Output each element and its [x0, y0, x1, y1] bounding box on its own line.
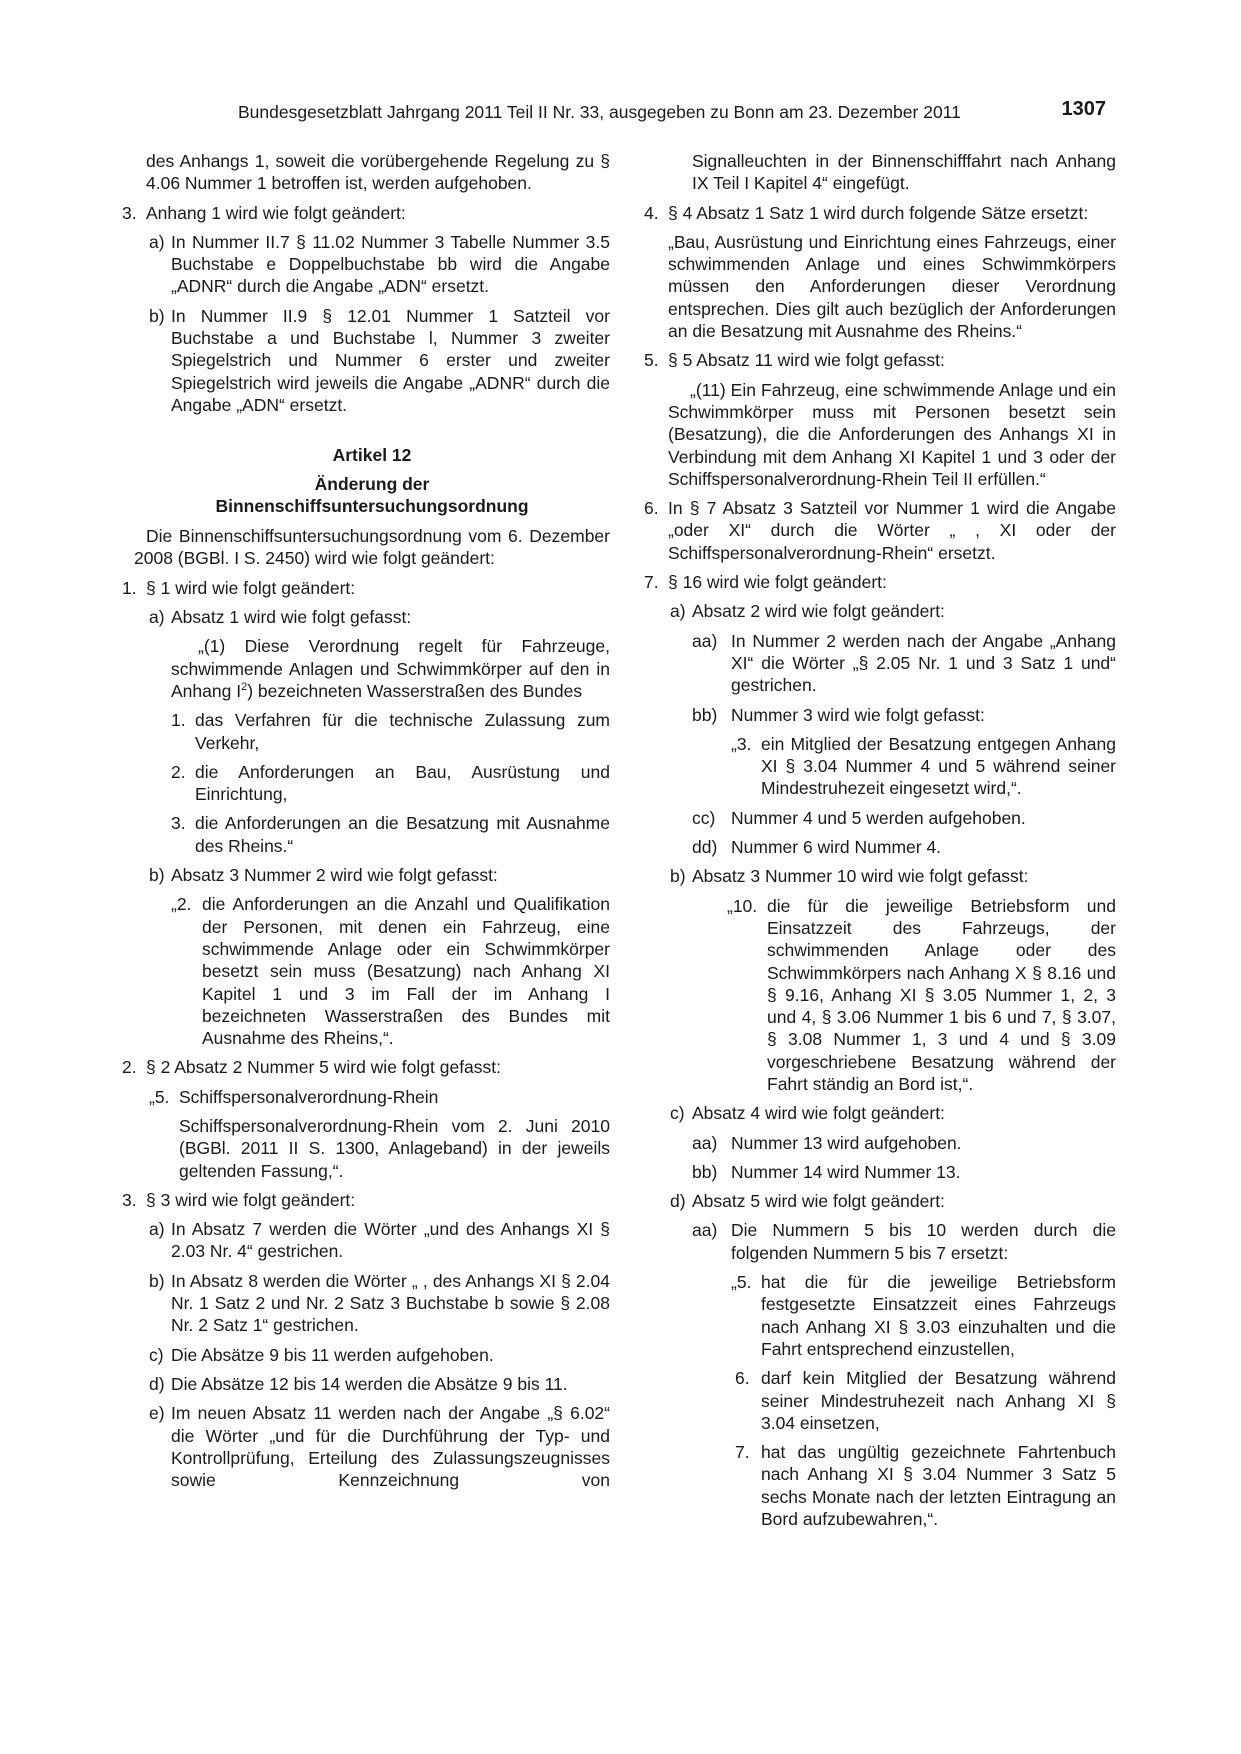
- list-text: § 4 Absatz 1 Satz 1 wird durch folgende Sätze ersetzt:: [668, 202, 1089, 223]
- list-item-7c-aa: [640, 1132, 1116, 1154]
- list-text: In Nummer 2 werden nach der Angabe „Anhang XI“ die Wörter „§ 2.05 Nr. 1 und 3 Satz 1 und“ gestrichen.: [731, 630, 1116, 696]
- quote-text: „(1) Diese Verordnung regelt für Fahrzeuge, schwimmende Anlagen und Schwimmkörper auf den in Anhang I: [171, 636, 610, 701]
- header-text: Bundesgesetzblatt Jahrgang 2011 Teil II Nr. 33, ausgegeben zu Bonn am 23. Dezember 2011: [238, 102, 961, 122]
- list-text: die Anforderungen an die Anzahl und Qualifikation der Personen, mit denen ein Fahrzeug, eine schwimmende Anlage oder ein Schwimmkörper besetzt sein muss (Besatzung) nach Anhang XI Kapitel 1 und 3 im Fall der im Anhang I bezeichneten Wasserstraßen des Bundes mit Ausnahme des Rheins,“.: [202, 894, 610, 1049]
- list-letter: d): [670, 1191, 686, 1212]
- list-number: „2.: [171, 894, 192, 915]
- list-item-7c-bb: [640, 1161, 1116, 1183]
- list-item-5: [640, 349, 1116, 371]
- list-letter: c): [670, 1103, 685, 1124]
- list-text: die für die jeweilige Betriebsform und Einsatzzeit des Fahrzeugs, der schwimmenden Anlage oder des Schwimmkörpers nach Anhang X § 8.16 und § 9.16, Anhang XI § 3.05 Nummer 1, 2, 3 und 4, § 3.06 Nummer 1 bis 6 und 7, § 3.07, § 3.08 Nummer 1, 3 und 4 und § 3.09 vorgeschriebene Besatzung während der Fahrt ständig an Bord ist,“.: [767, 895, 1116, 1094]
- list-item-3b-section: [134, 1270, 610, 1337]
- list-text: § 1 wird wie folgt geändert:: [146, 577, 356, 598]
- list-letter: a): [149, 607, 165, 628]
- running-header: [238, 98, 1118, 128]
- continuation-paragraph: Signalleuchten in der Binnenschifffahrt nach Anhang IX Teil I Kapitel 4“ eingefügt.: [692, 151, 1116, 194]
- list-text: Absatz 3 Nummer 10 wird wie folgt gefasst:: [692, 866, 1029, 887]
- continuation-paragraph: des Anhangs 1, soweit die vorübergehende Regelung zu § 4.06 Nummer 1 betroffen ist, werden aufgehoben.: [146, 151, 610, 194]
- page-number: 1307: [1061, 98, 1106, 120]
- list-item-3: [122, 202, 610, 224]
- right-column: [640, 150, 1116, 1530]
- list-number: „5.: [731, 1272, 752, 1293]
- list-letter: b): [149, 305, 165, 326]
- list-number: „10.: [727, 895, 758, 916]
- list-text: Absatz 4 wird wie folgt geändert:: [692, 1103, 945, 1124]
- left-column: [122, 150, 610, 1491]
- list-item-7d-aa: [640, 1219, 1116, 1264]
- list-text: In Nummer II.7 § 11.02 Nummer 3 Tabelle Nummer 3.5 Buchstabe e Doppelbuchstabe bb wird die Angabe „ADNR“ durch die Angabe „ADN“ ersetzt.: [171, 231, 610, 297]
- quoted-item-3: [134, 812, 610, 857]
- list-item-7a-aa: [640, 630, 1116, 697]
- quoted-item-2: [134, 761, 610, 806]
- list-number: 7.: [735, 1442, 750, 1463]
- quoted-item-5: [134, 1086, 610, 1108]
- list-number: 4.: [644, 202, 659, 223]
- article-title: Artikel 12: [332, 445, 412, 466]
- list-letter: aa): [692, 1220, 718, 1241]
- quoted-item-10: [640, 895, 1116, 1096]
- list-text: Die Nummern 5 bis 10 werden durch die folgenden Nummern 5 bis 7 ersetzt:: [731, 1220, 1116, 1263]
- list-text: In § 7 Absatz 3 Satzteil vor Nummer 1 wird die Angabe „oder XI“ durch die Wörter „ , XI oder der Schiffspersonalverordnung-Rhein“ ersetzt.: [668, 498, 1116, 563]
- list-text: In Absatz 8 werden die Wörter „ , des Anhangs XI § 2.04 Nr. 1 Satz 2 und Nr. 2 Satz 3 Buchstabe b sowie § 2.08 Nr. 2 Satz 1“ gestrichen.: [171, 1270, 610, 1336]
- list-number: 5.: [644, 350, 659, 371]
- list-letter: b): [149, 865, 165, 886]
- footnote-ref: 2: [241, 681, 248, 694]
- list-letter: bb): [692, 1161, 718, 1182]
- list-item-7c: [640, 1102, 1116, 1124]
- list-item-7: [640, 571, 1116, 593]
- list-text: In Nummer II.9 § 12.01 Nummer 1 Satzteil vor Buchstabe a und Buchstabe l, Nummer 3 zweiter Spiegelstrich und Nummer 6 erster und zweiter Spiegelstrich wird jeweils die Angabe „ADNR“ durch die Angabe „ADN“ ersetzt.: [171, 305, 610, 415]
- list-text: Nummer 6 wird Nummer 4.: [731, 837, 942, 858]
- list-text: die Anforderungen an die Besatzung mit Ausnahme des Rheins.“: [195, 813, 610, 856]
- list-letter: aa): [692, 1132, 718, 1153]
- list-item-7d: [640, 1190, 1116, 1212]
- list-item-3c-section: [134, 1344, 610, 1366]
- list-item-3a: [134, 231, 610, 298]
- list-letter: d): [149, 1373, 165, 1394]
- quoted-paragraph-5: Schiffspersonalverordnung-Rhein vom 2. Juni 2010 (BGBl. 2011 II S. 1300, Anlageband) in der jeweils geltenden Fassung,“.: [179, 1115, 610, 1181]
- list-text: Nummer 4 und 5 werden aufgehoben.: [731, 807, 1026, 828]
- list-text: hat das ungültig gezeichnete Fahrtenbuch nach Anhang XI § 3.04 Nummer 3 Satz 5 sechs Monate nach der letzten Eintragung an Bord aufzubewahren,“.: [761, 1442, 1116, 1530]
- list-number: 1.: [122, 577, 137, 598]
- list-letter: a): [149, 1219, 165, 1240]
- list-item-6: [640, 497, 1116, 564]
- list-letter: c): [149, 1344, 164, 1365]
- quoted-item-1: [134, 709, 610, 754]
- list-text: Die Absätze 12 bis 14 werden die Absätze 9 bis 11.: [171, 1373, 568, 1394]
- quoted-item-6-duty: [640, 1367, 1116, 1434]
- list-item-1a: [134, 606, 610, 628]
- quoted-item-3-crew: [640, 733, 1116, 800]
- list-text: Nummer 13 wird aufgehoben.: [731, 1132, 962, 1153]
- list-text: § 16 wird wie folgt geändert:: [668, 572, 887, 593]
- list-number: 1.: [171, 710, 186, 731]
- quoted-item-5-duty: [640, 1271, 1116, 1360]
- list-letter: dd): [692, 837, 718, 858]
- list-text: § 5 Absatz 11 wird wie folgt gefasst:: [668, 350, 945, 371]
- list-item-7a-dd: [640, 836, 1116, 858]
- list-text: § 3 wird wie folgt geändert:: [146, 1189, 356, 1210]
- list-item-3d-section: [134, 1373, 610, 1395]
- quoted-paragraph-1: [134, 635, 610, 702]
- list-item-7a: [640, 600, 1116, 622]
- list-letter: cc): [692, 807, 716, 828]
- list-text: Die Absätze 9 bis 11 werden aufgehoben.: [171, 1344, 494, 1365]
- quote-text: ) bezeichneten Wasserstraßen des Bundes: [247, 680, 583, 701]
- list-text: Nummer 14 wird Nummer 13.: [731, 1161, 961, 1182]
- list-number: 6.: [735, 1368, 750, 1389]
- list-item-1b: [134, 864, 610, 886]
- list-text: hat die für die jeweilige Betriebsform festgesetzte Einsatzzeit eines Fahrzeugs nach Anhang XI § 3.03 einzuhalten und die Fahrt entsprechend einzustellen,: [761, 1272, 1116, 1359]
- article-subtitle-line-1: Änderung der: [314, 473, 430, 494]
- list-item-3-section: [122, 1189, 610, 1211]
- list-number: „5.: [149, 1086, 170, 1107]
- quoted-paragraph-11: „(11) Ein Fahrzeug, eine schwimmende Anlage und ein Schwimmkörper muss mit Personen besetzt sein (Besatzung), die die Anforderungen des Anhangs XI in Verbindung mit dem Anhang XI Kapitel 1 und 3 oder der Schiffspersonalverordnung-Rhein Teil II erfüllen.“: [668, 379, 1116, 489]
- list-text: die Anforderungen an Bau, Ausrüstung und Einrichtung,: [195, 761, 610, 805]
- list-item-4: [640, 202, 1116, 224]
- list-letter: b): [670, 866, 686, 887]
- article-intro: Die Binnenschiffsuntersuchungsordnung vom 6. Dezember 2008 (BGBl. I S. 2450) wird wie folgt geändert:: [134, 526, 610, 569]
- list-text: Anhang 1 wird wie folgt geändert:: [146, 202, 406, 223]
- list-text: Im neuen Absatz 11 werden nach der Angabe „§ 6.02“ die Wörter „und für die Durchführung der Typ- und Kontrollprüfung, Erteilung des Zulassungszeugnisses sowie Kennzeichnung von: [171, 1403, 610, 1491]
- article-subtitle-line-2: Binnenschiffsuntersuchungsordnung: [215, 495, 529, 516]
- list-text: das Verfahren für die technische Zulassung zum Verkehr,: [195, 710, 610, 753]
- quoted-paragraph-4: „Bau, Ausrüstung und Einrichtung eines Fahrzeugs, einer schwimmenden Anlage und eines Schwimmkörpers müssen den Anforderungen dieser Verordnung entsprechen. Dies gilt auch bezüglich der Anforderungen an die Besatzung mit Ausnahme des Rheins.“: [668, 231, 1116, 342]
- list-text: darf kein Mitglied der Besatzung während seiner Mindestruhezeit nach Anhang XI § 3.04 einsetzen,: [761, 1368, 1116, 1433]
- list-item-2: [122, 1056, 610, 1078]
- list-text: Absatz 3 Nummer 2 wird wie folgt gefasst:: [171, 865, 498, 886]
- list-item-3b: [134, 305, 610, 416]
- list-letter: a): [149, 231, 165, 252]
- list-number: 2.: [171, 761, 186, 782]
- list-item-3a-section: [134, 1218, 610, 1263]
- list-number: 6.: [644, 498, 659, 519]
- list-number: 2.: [122, 1057, 137, 1078]
- list-letter: e): [149, 1403, 165, 1424]
- list-number: 3.: [122, 1189, 137, 1210]
- list-letter: bb): [692, 704, 718, 725]
- list-number: 3.: [122, 202, 137, 223]
- list-letter: b): [149, 1270, 165, 1291]
- list-letter: a): [670, 601, 686, 622]
- list-letter: aa): [692, 630, 718, 651]
- list-item-7a-bb: [640, 704, 1116, 726]
- list-text: Schiffspersonalverordnung-Rhein: [179, 1086, 439, 1107]
- list-item-3e-section: [134, 1402, 610, 1491]
- quoted-item-7-duty: [640, 1441, 1116, 1530]
- list-text: In Absatz 7 werden die Wörter „und des Anhangs XI § 2.03 Nr. 4“ gestrichen.: [171, 1219, 610, 1262]
- quoted-item-2-qualification: [134, 893, 610, 1049]
- list-item-7b: [640, 865, 1116, 887]
- list-item-7a-cc: [640, 807, 1116, 829]
- list-text: Absatz 1 wird wie folgt gefasst:: [171, 607, 412, 628]
- list-text: Absatz 5 wird wie folgt geändert:: [692, 1191, 945, 1212]
- list-number: 3.: [171, 813, 186, 834]
- list-text: Absatz 2 wird wie folgt geändert:: [692, 601, 945, 622]
- list-text: ein Mitglied der Besatzung entgegen Anhang XI § 3.04 Nummer 4 und 5 während seiner Mindestruhezeit eingesetzt wird,“.: [761, 733, 1116, 799]
- list-number: „3.: [731, 733, 752, 754]
- list-text: § 2 Absatz 2 Nummer 5 wird wie folgt gefasst:: [146, 1057, 502, 1078]
- list-text: Nummer 3 wird wie folgt gefasst:: [731, 704, 985, 725]
- list-item-1: [122, 577, 610, 599]
- list-number: 7.: [644, 572, 659, 593]
